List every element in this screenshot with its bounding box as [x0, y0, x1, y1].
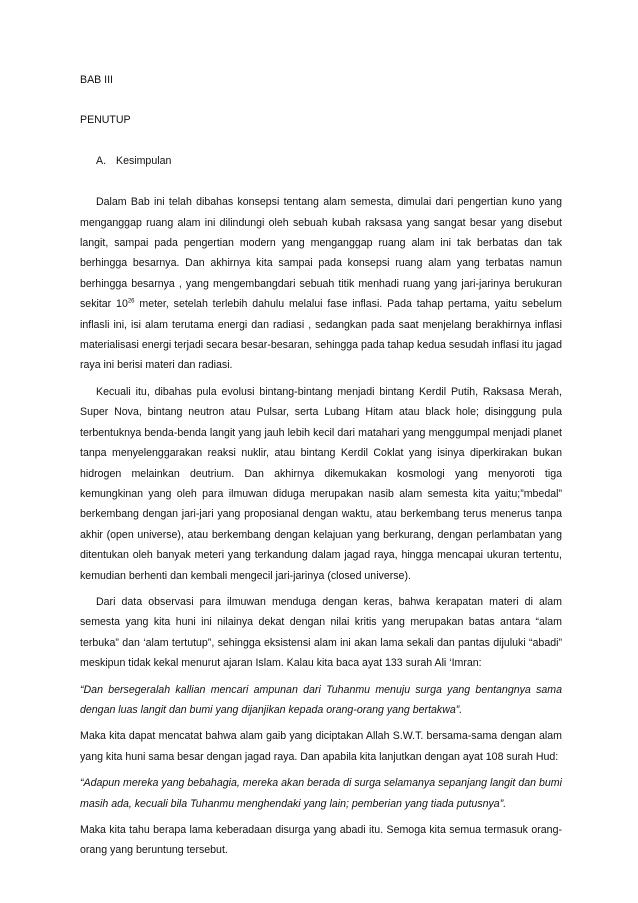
section-heading: [80, 151, 562, 171]
paragraph-2: Kecuali itu, dibahas pula evolusi bintang-bintang menjadi bintang Kerdil Putih, Raksasa Merah, Super Nova, bintang neutron atau Pulsar, serta Lubang Hitam atau black hole; disinggung pula terbentuknya benda-benda langit yang jauh lebih kecil dari matahari yang menggumpal menjadi planet tanpa menyelenggarakan reaksi nuklir, atau bintang Kerdil Coklat yang isinya diperkirakan bukan hidrogen melainkan deutrium. Dan akhirnya dikemukakan kosmologi yang menyoroti tiga kemungkinan yang oleh para ilmuwan diduga merupakan nasib alam semesta kita yaitu;”mbedal” berkembang dengan jari-jari yang proposianal dengan waktu, atau berkembang terus menerus tanpa akhir (open universe), atau berkembang dengan kelajuan yang berkurang, dengan perlambatan yang ditentukan oleh banyak meteri yang terkandung dalam jagad raya, hingga mencapai ukuran tertentu, kemudian berhenti dan kembali mengecil jari-jarinya (closed universe).: [80, 385, 562, 582]
paragraph-4: Maka kita dapat mencatat bahwa alam gaib yang diciptakan Allah S.W.T. bersama-sama dengan alam yang kita huni sama besar dengan jagad raya. Dan apabila kita lanjutkan dengan ayat 108 surah Hud:: [80, 730, 562, 763]
section-number: A.: [96, 154, 107, 167]
page-content: [80, 70, 562, 867]
paragraph-1-part-2: meter, setelah terlebih dahulu melalui fase inflasi. Pada tahap pertama, yaitu sebelum inflasli ini, isi alam terutama energi dan radiasi , sedangkan pada saat menjelang berakhirnya inflasi materialisasi energi terjadi secara besar-besaran, sehingga pada tahap kedua sesudah inflasi itu jagad raya ini berisi materi dan radiasi.: [80, 298, 562, 372]
chapter-title: PENUTUP: [80, 114, 131, 127]
section-label: Kesimpulan: [116, 154, 172, 167]
exponent: 26: [127, 298, 135, 305]
paragraph-3: Dari data observasi para ilmuwan menduga dengan keras, bahwa kerapatan materi di alam semesta yang kita huni ini nilainya dekat dengan nilai kritis yang merupakan batas antara “alam terbuka” dan ‘alam tertutup”, sehingga eksistensi alam ini akan lama sekali dan pantas dijuluki “abadi” meskipun tidak kekal menurut ajaran Islam. Kalau kita baca ayat 133 surah Ali ‘Imran:: [80, 595, 562, 670]
quote-hud: “Adapun mereka yang bebahagia, mereka akan berada di surga selamanya sepanjang langit dan bumi masih ada, kecuali bila Tuhanmu menghendaki yang lain; pemberian yang tiada putusnya”.: [80, 777, 562, 810]
chapter-label: BAB III: [80, 74, 113, 86]
quote-ali-imran: “Dan bersegeralah kallian mencari ampunan dari Tuhanmu menuju surga yang bentangnya sama dengan luas langit dan bumi yang dijanjikan kepada orang-orang yang bertakwa”.: [80, 683, 562, 716]
paragraph-5: Maka kita tahu berapa lama keberadaan disurga yang abadi itu. Semoga kita semua termasuk orang-orang yang beruntung tersebut.: [80, 824, 562, 857]
paragraph-1-part-1: Dalam Bab ini telah dibahas konsepsi tentang alam semesta, dimulai dari pengertian kuno yang menganggap ruang alam ini dilindungi oleh sebuah kubah raksasa yang sangat besar yang disebut langit, sampai pada pengertian modern yang menganggap ruang alam ini tak berbatas dan tak berhingga besarnya. Dan akhirnya kita sampai pada konsepsi ruang alam yang terbatas namun berhingga besarnya , yang mengembangdari sebuah titik menhadi ruang yang jari-jarinya berukuran sekitar 10: [80, 196, 562, 311]
paragraph-1: [80, 192, 562, 376]
